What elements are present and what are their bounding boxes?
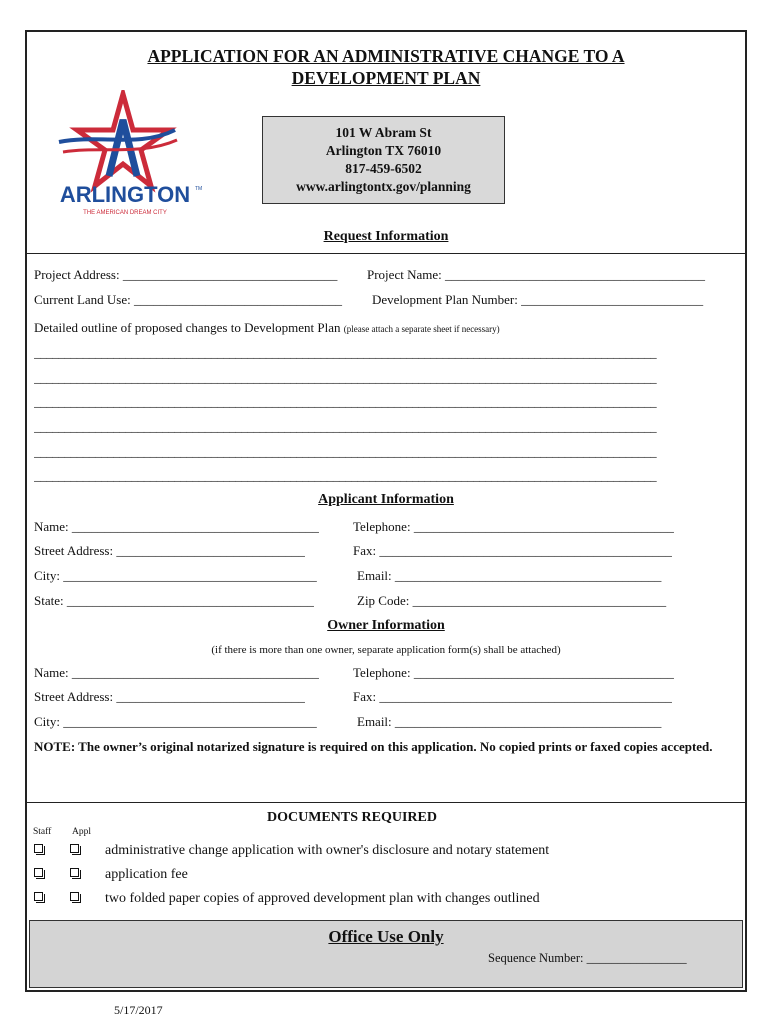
applicant-street-field[interactable]: Street Address: _____________________________ (34, 543, 305, 558)
title-line-2: DEVELOPMENT PLAN (291, 68, 481, 88)
applicant-name-field[interactable]: Name: ______________________________________ (34, 519, 319, 534)
request-heading: Request Information (323, 229, 449, 244)
applicant-city-field[interactable]: City: _______________________________________ (34, 568, 317, 583)
owner-subnote: (if there is more than one owner, separate application form(s) shall be attached) (211, 644, 561, 656)
owner-city-field[interactable]: City: _______________________________________ (34, 714, 317, 729)
address-box (262, 116, 505, 204)
project-address-field[interactable]: Project Address: _________________________________ (34, 267, 338, 282)
owner-name-field[interactable]: Name: ______________________________________ (34, 665, 319, 680)
document-item: two folded paper copies of approved development plan with changes outlined (105, 891, 540, 906)
owner-telephone-field[interactable]: Telephone: ________________________________________ (353, 665, 674, 680)
divider (27, 802, 745, 803)
documents-heading: DOCUMENTS REQUIRED (267, 810, 437, 825)
address-city: Arlington TX 76010 (325, 143, 442, 158)
applicant-telephone-field[interactable]: Telephone: ________________________________________ (353, 519, 674, 534)
applicant-fax-field[interactable]: Fax: _____________________________________________ (353, 543, 672, 558)
arlington-logo (49, 90, 209, 220)
divider (27, 253, 745, 254)
arlington-star-icon (49, 90, 209, 220)
outline-line[interactable]: ______________________________________________________________________________________________________ (34, 345, 657, 360)
project-name-field[interactable]: Project Name: ________________________________________ (367, 267, 705, 282)
applicant-state-field[interactable]: State: ______________________________________ (34, 593, 314, 608)
outline-line[interactable]: ______________________________________________________________________________________________________ (34, 370, 657, 385)
sequence-number-field[interactable]: Sequence Number: ________________ (488, 951, 687, 965)
outline-note: (please attach a separate sheet if necessary) (343, 324, 500, 334)
title-line-1: APPLICATION FOR AN ADMINISTRATIVE CHANGE TO A (147, 46, 625, 66)
logo-tagline: THE AMERICAN DREAM CITY (83, 210, 167, 216)
office-use-heading: Office Use Only (328, 927, 444, 946)
applicant-zip-field[interactable]: Zip Code: _______________________________________ (357, 593, 667, 608)
address-website[interactable]: www.arlingtontx.gov/planning (296, 179, 471, 194)
form-frame (25, 30, 747, 992)
owner-heading: Owner Information (327, 618, 445, 633)
document-item: application fee (105, 867, 188, 882)
document-item: administrative change application with owner's disclosure and notary statement (105, 843, 550, 858)
form-title (27, 45, 745, 89)
outline-line[interactable]: ______________________________________________________________________________________________________ (34, 468, 657, 483)
address-phone: 817-459-6502 (345, 161, 422, 176)
appl-checkbox[interactable] (70, 868, 79, 877)
staff-checkbox[interactable] (34, 892, 43, 901)
logo-wordmark: ARLINGTON (59, 182, 191, 207)
owner-email-field[interactable]: Email: _________________________________________ (357, 714, 662, 729)
outline-label-text: Detailed outline of proposed changes to Development Plan (34, 320, 341, 335)
logo-tm: TM (195, 186, 203, 192)
outline-line[interactable]: ______________________________________________________________________________________________________ (34, 444, 657, 459)
appl-column-label: Appl (72, 827, 91, 837)
revision-date: 5/17/2017 (114, 1003, 163, 1017)
dev-plan-number-field[interactable]: Development Plan Number: ____________________________ (372, 292, 704, 307)
appl-checkbox[interactable] (70, 892, 79, 901)
address-street: 101 W Abram St (335, 125, 432, 140)
owner-street-field[interactable]: Street Address: _____________________________ (34, 689, 305, 704)
outline-line[interactable]: ______________________________________________________________________________________________________ (34, 394, 657, 409)
applicant-heading: Applicant Information (318, 492, 454, 507)
staff-checkbox[interactable] (34, 844, 43, 853)
office-use-box (29, 920, 743, 988)
staff-checkbox[interactable] (34, 868, 43, 877)
notarized-note: NOTE: The owner’s original notarized signature is required on this application. No copied prints or faxed copies accepted. (34, 739, 713, 754)
appl-checkbox[interactable] (70, 844, 79, 853)
current-land-use-field[interactable]: Current Land Use: ________________________________ (34, 292, 343, 307)
outline-line[interactable]: ______________________________________________________________________________________________________ (34, 419, 657, 434)
outline-label (34, 320, 500, 336)
owner-fax-field[interactable]: Fax: _____________________________________________ (353, 689, 672, 704)
applicant-email-field[interactable]: Email: _________________________________________ (357, 568, 662, 583)
staff-column-label: Staff (33, 827, 52, 837)
